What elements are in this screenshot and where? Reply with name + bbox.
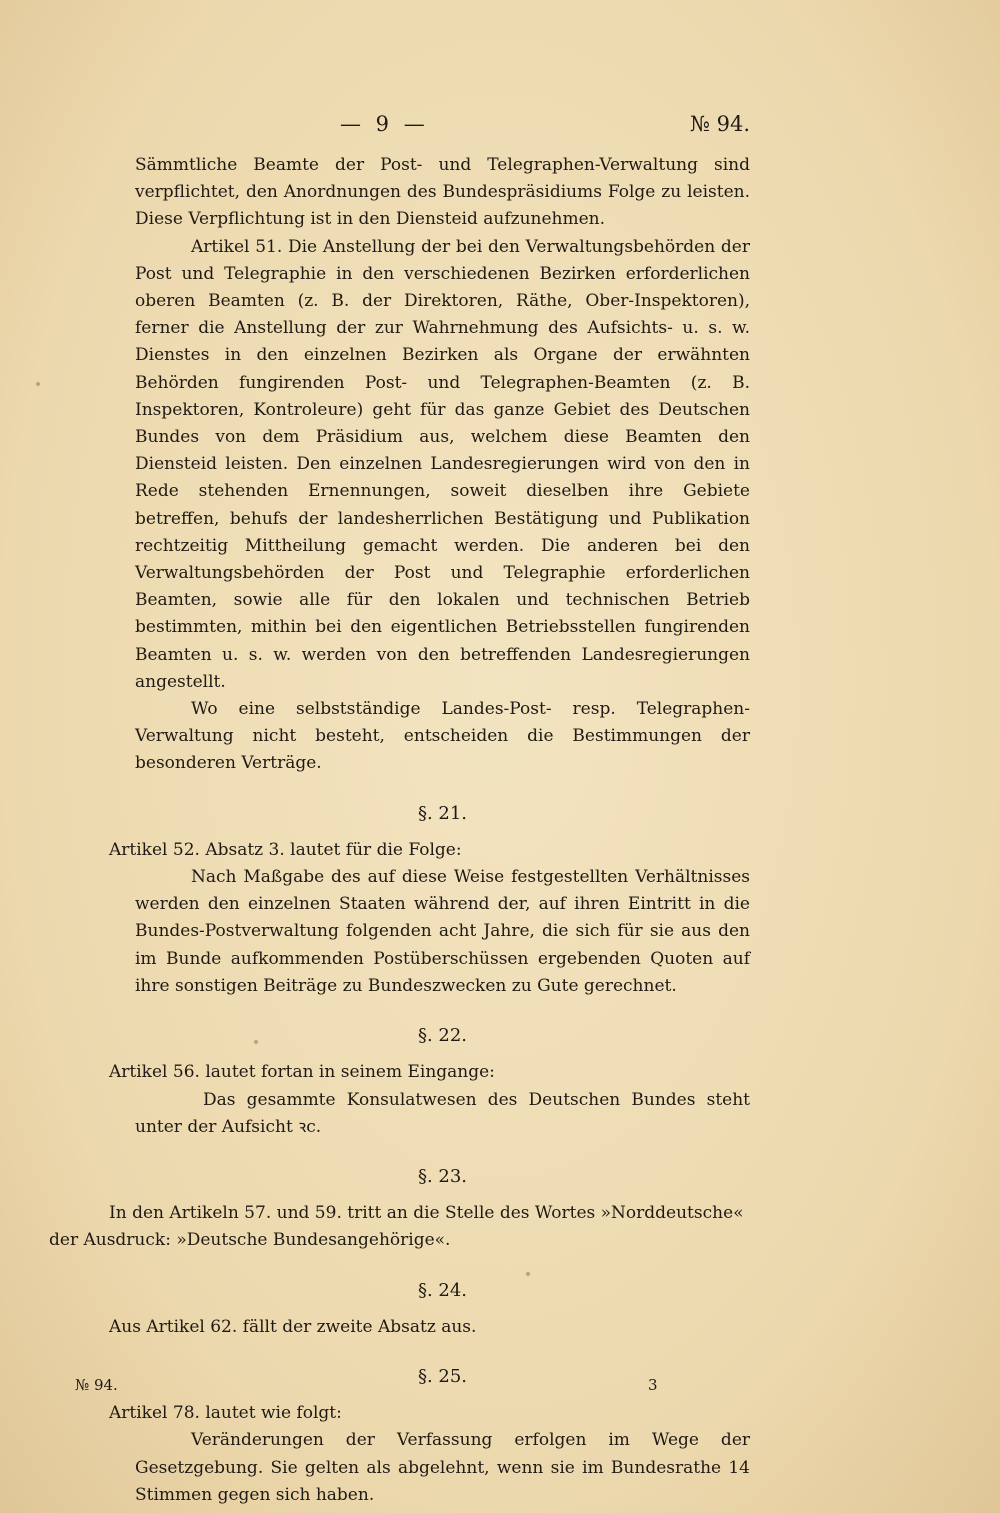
section-heading: §. 25. [417, 1365, 468, 1387]
page-header [0, 112, 1000, 142]
paragraph-artikel-78: Artikel 78. lautet wie folgt: [109, 1403, 342, 1424]
page-footer [0, 1376, 1000, 1400]
issue-number: № 94. [690, 112, 750, 136]
paragraph-artikel-51: Artikel 51. Die Anstellung der bei den Verwaltungsbehörden der Post und Telegraphie in den verschiedenen Bezirken erforderlichen oberen Beamten (z. B. der Direktoren, Räthe, Ober-Inspektoren), ferner die Anstellung der zur Wahrnehmung des Aufsichts- u. s. w. Dienstes in den einzelnen Bezirken als Organe der erwähnten Behörden fungirenden Post- und Telegraphen-Beamten (z. B. Inspektoren, Kontroleure) geht für das ganze Gebiet des Deutschen Bundes von dem Präsidium aus, welchem diese Beamten den Diensteid leisten. Den einzelnen Landesregierungen wird von den in Rede stehenden Ernennungen, soweit dieselben ihre Gebiete betreffen, behufs der landesherrlichen Bestätigung und Publikation rechtzeitig Mittheilung gemacht werden. Die anderen bei den Verwaltungsbehörden der Post und Telegraphie erforderlichen Beamten, sowie alle für den lokalen und technischen Betrieb bestimmten, mithin bei den eigentlichen Betriebsstellen fungirenden Beamten u. s. w. werden von den betreffenden Landesregierungen angestellt. [135, 236, 750, 692]
paragraph: Das gesammte Konsulatwesen des Deutschen Bundes steht unter der Aufsicht ꝛc. [135, 1089, 750, 1137]
paper-spot [254, 1040, 258, 1044]
footer-issue-number: № 94. [75, 1376, 118, 1394]
paragraph-artikel-52: Artikel 52. Absatz 3. lautet für die Folge: [109, 839, 462, 860]
paragraph: Nach Maßgabe des auf diese Weise festgestellten Verhältnisses werden den einzelnen Staaten während der, auf ihren Eintritt in die Bundes-Postverwaltung folgenden acht Jahre, die sich für sie aus den im Bunde aufkommenden Postüberschüssen ergebenden Quoten auf ihre sonstigen Beiträge zu Bundeszwecken zu Gute gerechnet. [135, 867, 750, 996]
paragraph: Veränderungen der Verfassung erfolgen im Wege der Gesetzgebung. Sie gelten als abgelehnt, wenn sie im Bundesrathe 14 Stimmen gegen sich haben. [135, 1430, 750, 1505]
paper-spot [36, 382, 40, 386]
paragraph: Wo eine selbstständige Landes-Post- resp. Telegraphen-Verwaltung nicht besteht, entscheiden die Bestimmungen der besonderen Verträge. [135, 699, 750, 774]
paragraph-artikel-56: Artikel 56. lautet fortan in seinem Eingange: [109, 1062, 495, 1083]
section-heading: §. 23. [417, 1165, 468, 1187]
paragraph-artikel-57-59: In den Artikeln 57. und 59. tritt an die Stelle des Wortes »Norddeutsche« [109, 1203, 744, 1224]
paragraph-continuation: der Ausdruck: »Deutsche Bundesangehörige«. [49, 1230, 451, 1251]
section-heading: §. 21. [417, 802, 468, 824]
paragraph: Sämmtliche Beamte der Post- und Telegraphen-Verwaltung sind verpflichtet, den Anordnungen des Bundespräsidiums Folge zu leisten. Diese Verpflichtung ist in den Diensteid aufzunehmen. [135, 155, 750, 230]
section-heading: §. 24. [417, 1279, 468, 1301]
paragraph-artikel-62: Aus Artikel 62. fällt der zweite Absatz aus. [109, 1316, 477, 1337]
paper-spot [526, 1272, 530, 1276]
section-heading: §. 22. [417, 1025, 468, 1047]
sheet-number: 3 [648, 1376, 658, 1394]
page-number: — 9 — [340, 112, 429, 136]
